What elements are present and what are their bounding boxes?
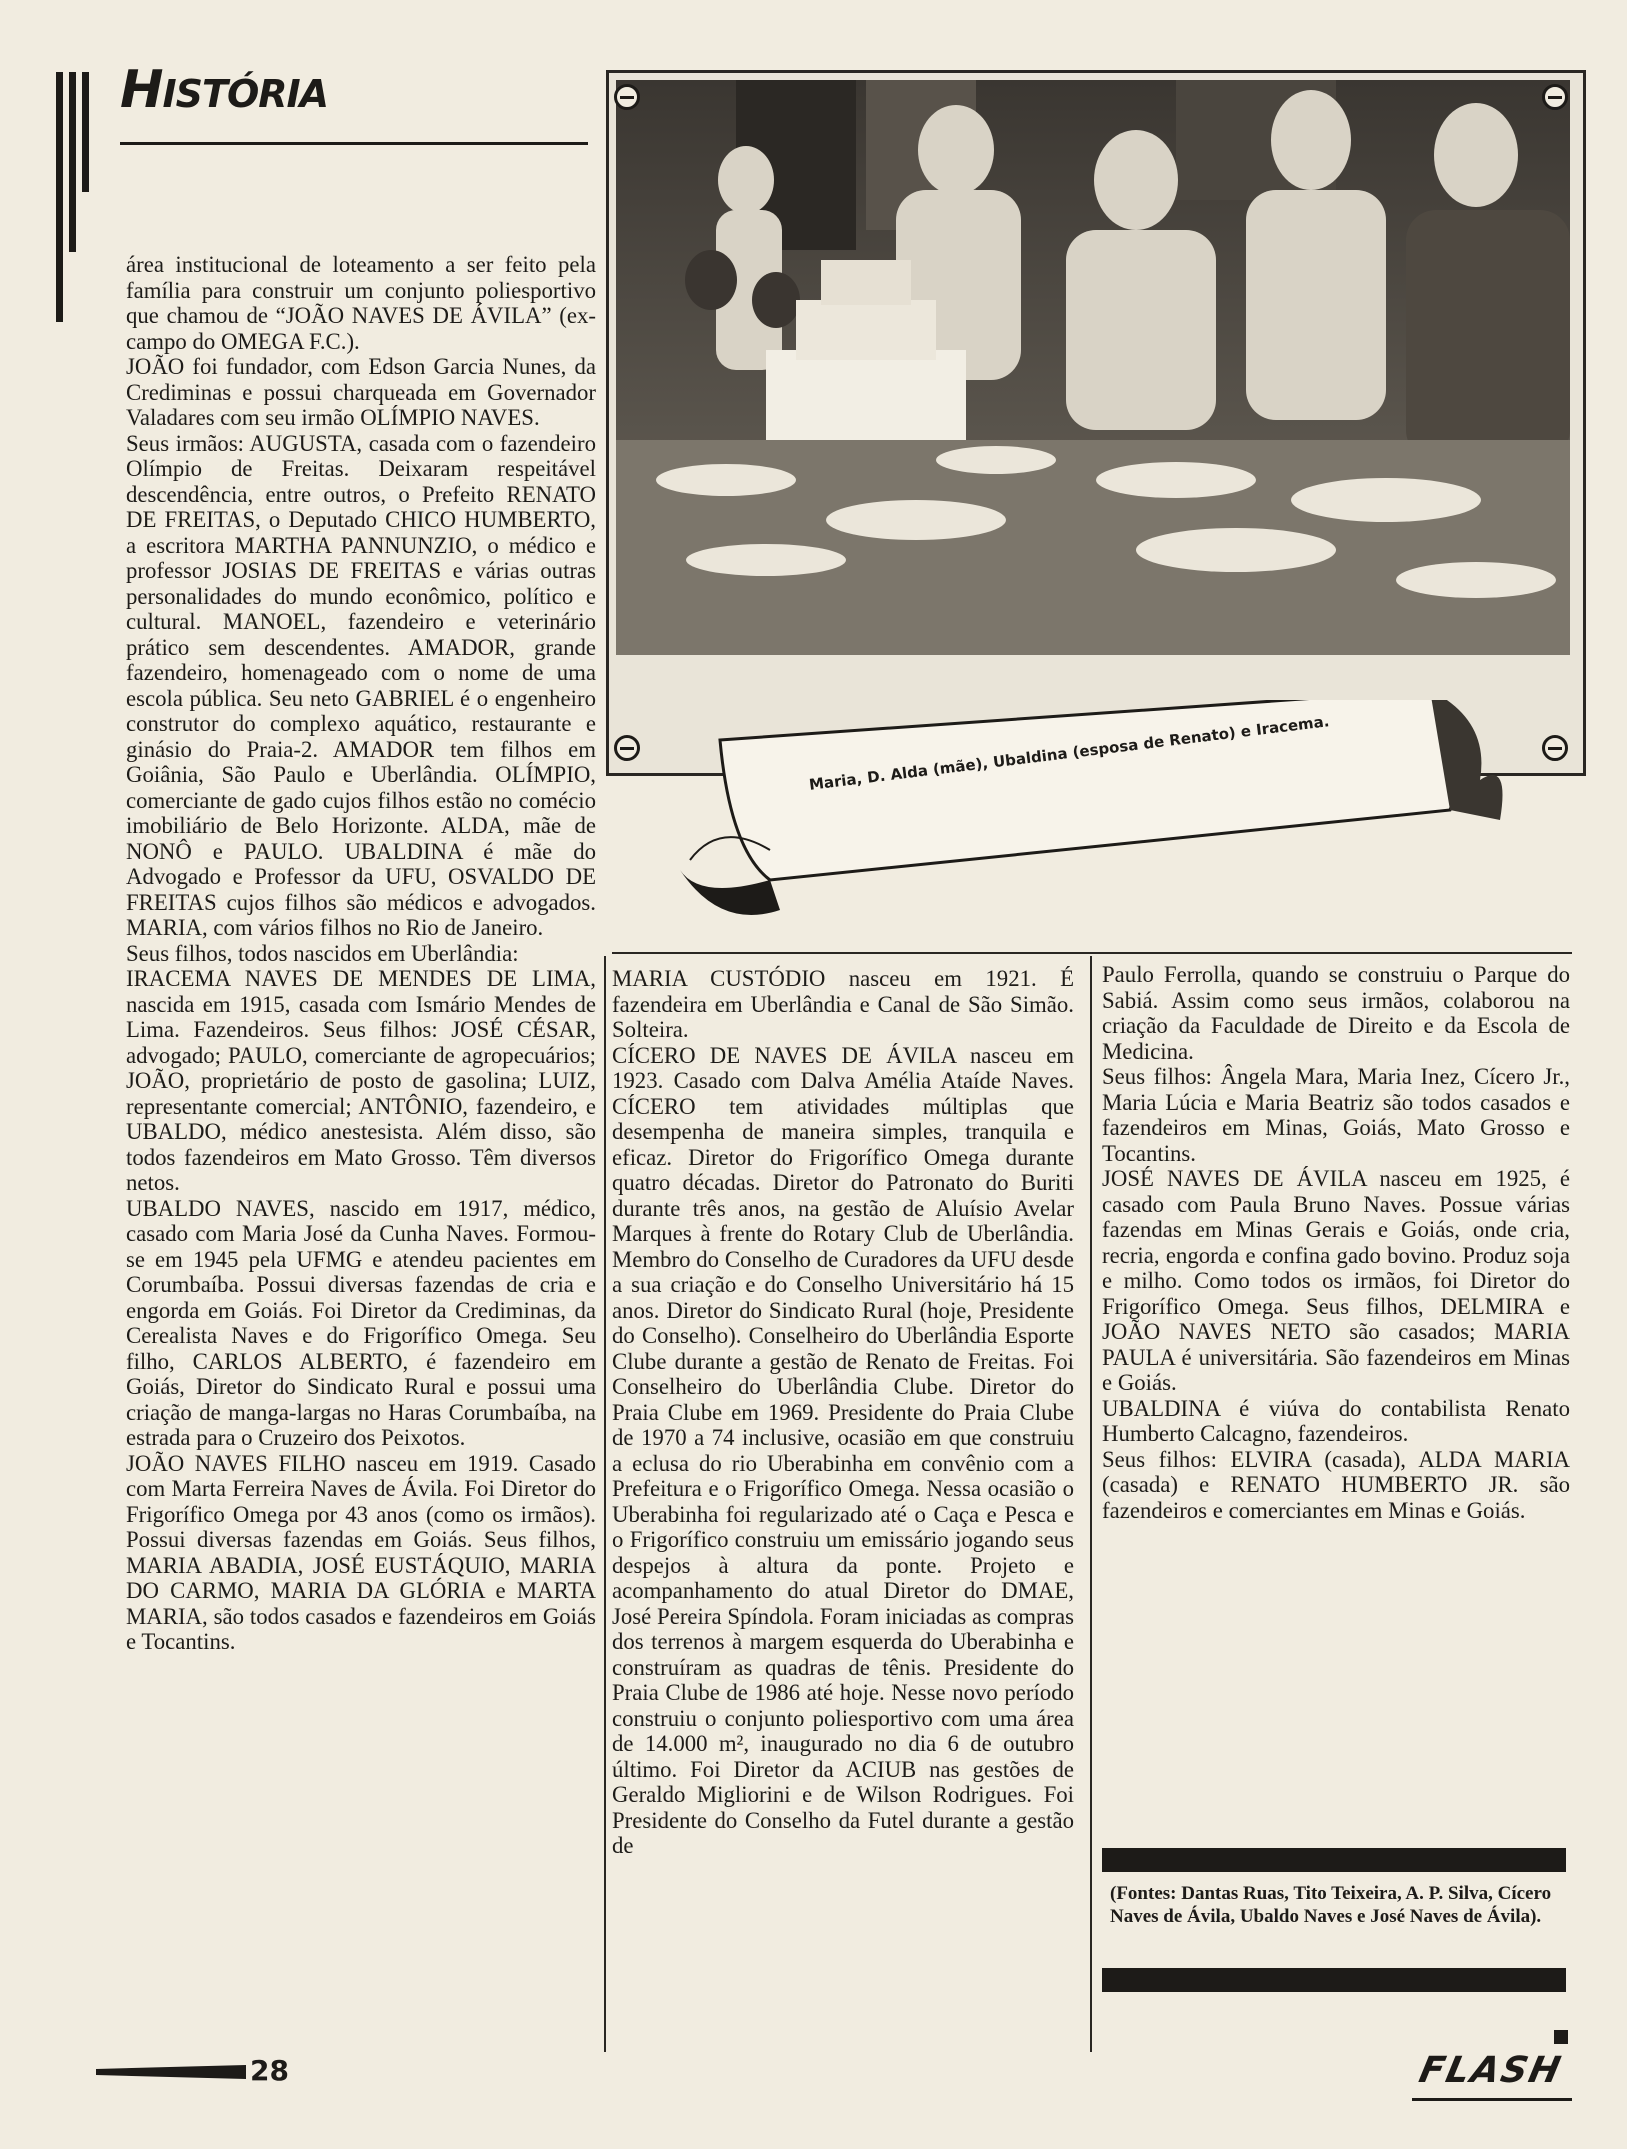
- paragraph: JOÃO NAVES FILHO nasceu em 1919. Casado com Marta Ferreira Naves de Ávila. Foi Diretor do Frigorífico Omega por 43 anos (como os irmãos). Possui diversas fazendas em Goiás. Seus filhos, MARIA ABADIA, JOSÉ EUSTÁQUIO, MARIA DO CARMO, MARIA DA GLÓRIA e MARTA MARIA, são todos casados e fazendeiros em Goiás e Tocantins.: [126, 1450, 596, 1654]
- paragraph: Seus irmãos: AUGUSTA, casada com o fazendeiro Olímpio de Freitas. Deixaram respeitável descendência, entre outros, o Prefeito RENATO DE FREITAS, o Deputado CHICO HUMBERTO, a escritora MARTHA PANNUNZIO, o médico e professor JOSIAS DE FREITAS e várias outras personalidades do mundo econômico, político e cultural. MANOEL, fazendeiro e veterinário prático sem descendentes. AMADOR, grande fazendeiro, homenageado com o nome de uma escola pública. Seu neto GABRIEL é o engenheiro construtor do complexo aquático, restaurante e ginásio do Praia-2. AMADOR tem filhos em Goiânia, São Paulo e Uberlândia. OLÍMPIO, comerciante de gado cujos filhos estão no comécio imobiliário de Belo Horizonte. ALDA, mãe de NONÔ e PAULO. UBALDINA é mãe do Advogado e Professor da UFU, OSVALDO DE FREITAS cujos filhos são médicos e advogados. MARIA, com vários filhos no Rio de Janeiro.: [126, 430, 596, 940]
- flash-logo: FLASH: [1415, 2050, 1566, 2091]
- corner-pin-icon: [1542, 84, 1568, 110]
- corner-pin-icon: [1542, 735, 1568, 761]
- header-decorative-bars: [56, 72, 106, 322]
- paragraph: área institucional de loteamento a ser feito pela família para construir um conjunto poliesportivo que chamou de “JOÃO NAVES DE ÁVILA” (ex-campo do OMEGA F.C.).: [126, 252, 596, 354]
- paragraph: Seus filhos: ELVIRA (casada), ALDA MARIA (casada) e RENATO HUMBERTO JR. são fazendeiros e comerciantes em Minas e Goiás.: [1102, 1446, 1570, 1523]
- title-underline: [120, 142, 588, 145]
- caption-ribbon: [660, 700, 1540, 950]
- paragraph: Seus filhos: Ângela Mara, Maria Inez, Cícero Jr., Maria Lúcia e Maria Beatriz são todos casados e fazendeiros em Minas, Goiás, Mato Grosso e Tocantins.: [1102, 1064, 1570, 1166]
- sources-bottom-bar: [1102, 1968, 1566, 1992]
- logo-underline: [1412, 2098, 1572, 2101]
- paragraph: MARIA CUSTÓDIO nasceu em 1921. É fazendeira em Uberlândia e Canal de São Simão. Solteira.: [612, 966, 1074, 1042]
- photo-caption: Maria, D. Alda (mãe), Ubaldina (esposa de Renato) e Iracema.: [808, 712, 1331, 794]
- photo-bottom-rule: [612, 952, 1572, 954]
- section-title: [120, 60, 329, 120]
- article-column-1: [126, 252, 596, 1655]
- corner-pin-icon: [614, 735, 640, 761]
- section-title-initial: H: [120, 60, 163, 120]
- page-number-bar: [96, 2065, 246, 2079]
- paragraph: JOSÉ NAVES DE ÁVILA nasceu em 1925, é casado com Paula Bruno Naves. Possue várias fazendas em Minas Gerais e Goiás, onde cria, recria, engorda e confina gado bovino. Produz soja e milho. Como todos os irmãos, foi Diretor do Frigorífico Omega. Seus filhos, DELMIRA e JOÃO NAVES NETO são casados; MARIA PAULA é universitária. São fazendeiros em Minas e Goiás.: [1102, 1166, 1570, 1395]
- section-title-rest: ISTÓRIA: [162, 72, 329, 116]
- paragraph: CÍCERO DE NAVES DE ÁVILA nasceu em 1923. Casado com Dalva Amélia Ataíde Naves. CÍCERO tem atividades múltiplas que desempenha de maneira simples, tranquila e eficaz. Diretor do Frigorífico Omega durante quatro décadas. Diretor do Patronato do Buriti durante três anos, na gestão de Aluísio Avelar Marques à frente do Rotary Club de Uberlândia. Membro do Conselho de Curadores da UFU desde a sua criação e do Conselho Universitário há 15 anos. Diretor do Sindicato Rural (hoje, Presidente do Conselho). Conselheiro do Uberlândia Esporte Clube durante a gestão de Renato de Freitas. Foi Conselheiro do Uberlândia Clube. Diretor do Praia Clube em 1969. Presidente do Praia Clube de 1970 a 74 inclusive, ocasião em que construiu a eclusa do rio Uberabinha em convênio com a Prefeitura e o Frigorífico Omega. Nessa ocasião o Uberabinha foi regularizado até o Caça e Pesca e o Frigorífico construiu um emissário jogando seus despejos à altura da ponte. Projeto e acompanhamento do atual Diretor do DMAE, José Pereira Spíndola. Foram iniciadas as compras dos terrenos à margem esquerda do Uberabinha e construíram as quadras de tênis. Presidente do Praia Clube de 1986 até hoje. Nesse novo período construiu o conjunto poliesportivo com uma área de 14.000 m², inaugurado no dia 6 de outubro último. Foi Diretor da ACIUB nas gestões de Geraldo Migliorini e de Wilson Rodrigues. Foi Presidente do Conselho da Futel durante a gestão de: [612, 1042, 1074, 1858]
- paragraph: UBALDINA é viúva do contabilista Renato Humberto Calcagno, fazendeiros.: [1102, 1395, 1570, 1446]
- end-mark: [1554, 2030, 1568, 2044]
- article-column-2: [612, 966, 1074, 1859]
- paragraph: UBALDO NAVES, nascido em 1917, médico, casado com Maria José da Cunha Naves. Formou-se em 1945 pela UFMG e atendeu pacientes em Corumbaíba. Possui diversas fazendas de cria e engorda em Goiás. Foi Diretor da Crediminas, da Cerealista Naves e do Frigorífico Omega. Seu filho, CARLOS ALBERTO, é fazendeiro em Goiás, Diretor do Sindicato Rural e possui uma criação de manga-largas no Haras Corumbaíba, na estrada para o Cruzeiro dos Peixotos.: [126, 1195, 596, 1450]
- family-photo: [616, 80, 1570, 655]
- corner-pin-icon: [614, 84, 640, 110]
- paragraph: IRACEMA NAVES DE MENDES DE LIMA, nascida em 1915, casada com Ismário Mendes de Lima. Fazendeiros. Seus filhos: JOSÉ CÉSAR, advogado; PAULO, comerciante de agropecuários; JOÃO, proprietário de posto de gasolina; LUIZ, representante comercial; ANTÔNIO, fazendeiro, e UBALDO, médico anestesista. Além disso, são todos fazendeiros em Mato Grosso. Têm diversos netos.: [126, 966, 596, 1195]
- sources-note: (Fontes: Dantas Ruas, Tito Teixeira, A. P. Silva, Cícero Naves de Ávila, Ubaldo Naves e José Naves de Ávila).: [1110, 1883, 1552, 1927]
- sources-top-bar: [1102, 1848, 1566, 1872]
- column-divider: [604, 956, 606, 2052]
- paragraph: JOÃO foi fundador, com Edson Garcia Nunes, da Crediminas e possui charqueada em Governador Valadares com seu irmão OLÍMPIO NAVES.: [126, 354, 596, 430]
- paragraph: Paulo Ferrolla, quando se construiu o Parque do Sabiá. Assim como seus irmãos, colaborou na criação da Faculdade de Direito e da Escola de Medicina.: [1102, 962, 1570, 1064]
- paragraph: Seus filhos, todos nascidos em Uberlândia:: [126, 940, 519, 966]
- article-column-3: [1102, 962, 1570, 1523]
- page-number: 28: [250, 2054, 289, 2087]
- column-divider: [1090, 956, 1092, 2052]
